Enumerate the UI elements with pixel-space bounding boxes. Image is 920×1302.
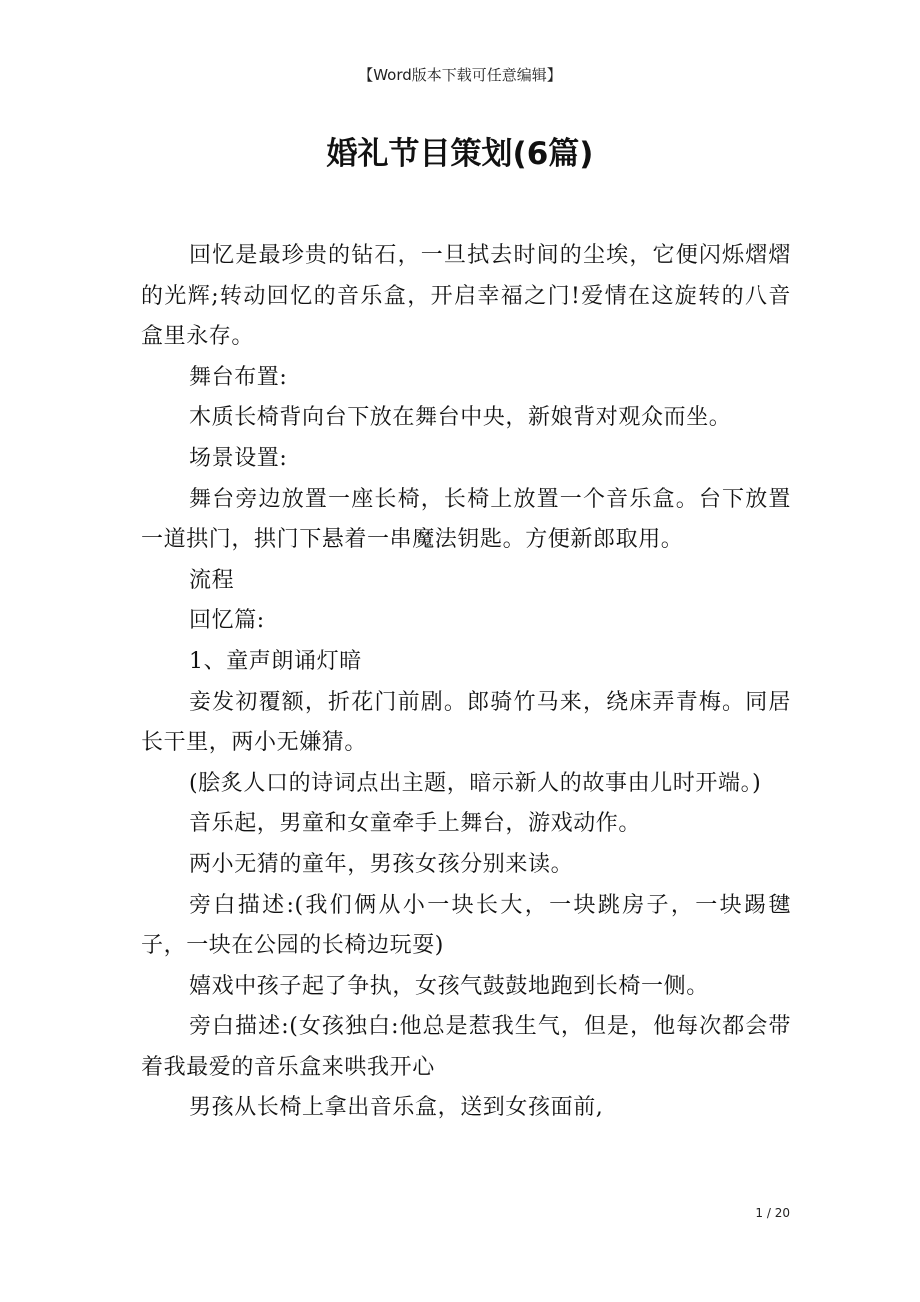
paragraph-process-heading: 流程	[189, 567, 235, 593]
paragraph-childhood: 两小无猜的童年，男孩女孩分别来读。	[189, 851, 574, 877]
paragraph-intro: 回忆是最珍贵的钻石，一旦拭去时间的尘埃，它便闪烁熠熠的光辉;转动回忆的音乐盒，开启幸福之门!爱情在这旋转的八音盒里永存。	[141, 243, 791, 350]
paragraph-quarrel: 嬉戏中孩子起了争执，女孩气鼓鼓地跑到长椅一侧。	[189, 973, 709, 999]
document-title: 婚礼节目策划(6篇)	[326, 136, 594, 172]
header-note: 【Word版本下载可任意编辑】	[358, 66, 562, 84]
paragraph-stage-desc: 木质长椅背向台下放在舞台中央，新娘背对观众而坐。	[189, 405, 732, 431]
paragraph-stage-heading: 舞台布置:	[189, 364, 288, 390]
document-body	[141, 236, 791, 1129]
paragraph-narration-2: 旁白描述:(女孩独白:他总是惹我生气，但是，他每次都会带着我最爱的音乐盒来哄我开心	[141, 1014, 791, 1080]
paragraph-poem-note: (脍炙人口的诗词点出主题，暗示新人的故事由儿时开端。)	[189, 770, 762, 796]
paragraph-music: 音乐起，男童和女童牵手上舞台，游戏动作。	[189, 811, 642, 837]
paragraph-step-1: 1、童声朗诵灯暗	[189, 648, 362, 674]
paragraph-music-box: 男孩从长椅上拿出音乐盒，送到女孩面前,	[189, 1095, 604, 1121]
page-number: 1 / 20	[755, 1206, 790, 1220]
paragraph-memory-heading: 回忆篇:	[189, 608, 265, 634]
paragraph-narration-1: 旁白描述:(我们俩从小一块长大，一块跳房子，一块踢毽子，一块在公园的长椅边玩耍)	[141, 892, 791, 959]
paragraph-scene-desc: 舞台旁边放置一座长椅，长椅上放置一个音乐盒。台下放置一道拱门，拱门下悬着一串魔法钥匙。方便新郎取用。	[141, 486, 791, 553]
paragraph-poem: 妾发初覆额，折花门前剧。郎骑竹马来，绕床弄青梅。同居长干里，两小无嫌猜。	[141, 689, 791, 756]
paragraph-scene-heading: 场景设置:	[189, 445, 288, 471]
